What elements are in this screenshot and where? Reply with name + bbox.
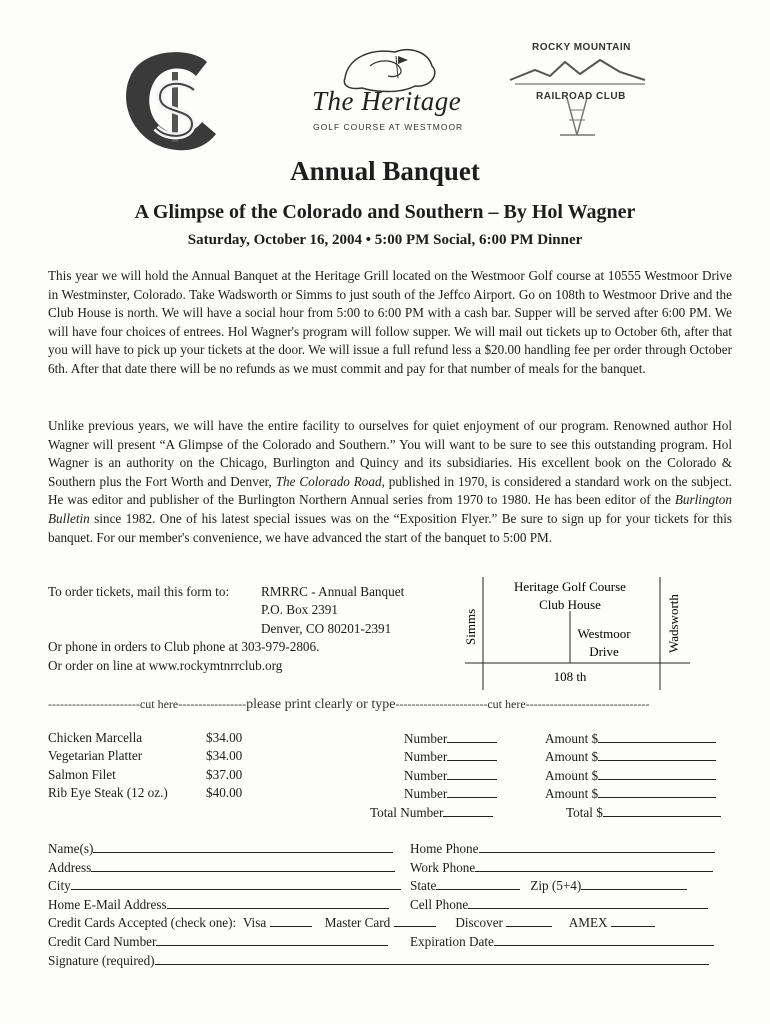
- expiration-date-field[interactable]: [494, 932, 714, 946]
- discover-checkbox[interactable]: [506, 913, 552, 927]
- email-field[interactable]: [167, 895, 389, 909]
- home-phone-field[interactable]: [479, 839, 715, 853]
- credit-cards-label: Credit Cards Accepted (check one):: [48, 915, 237, 931]
- visa-checkbox[interactable]: [270, 913, 312, 927]
- total-amount-label: Total $: [566, 804, 603, 820]
- number-label: Number: [404, 731, 448, 746]
- names-field[interactable]: [93, 839, 393, 853]
- page-subtitle: A Glimpse of the Colorado and Southern – By Hol Wagner: [134, 201, 636, 223]
- map-club-line-1: Heritage Golf Course: [514, 579, 626, 594]
- menu-row: [48, 766, 748, 784]
- number-label: Number: [404, 767, 448, 783]
- signature-field[interactable]: [155, 951, 709, 965]
- number-label: Number: [404, 786, 448, 802]
- address-label: Address: [48, 859, 92, 875]
- work-phone-label: Work Phone: [410, 859, 476, 875]
- amount-field[interactable]: [598, 766, 716, 780]
- state-field[interactable]: [436, 876, 520, 890]
- work-phone-field[interactable]: [475, 858, 713, 872]
- menu-item-name: Vegetarian Platter: [48, 748, 143, 764]
- address-line-2: P.O. Box 2391: [261, 602, 338, 618]
- intro-paragraph: This year we will hold the Annual Banquet at the Heritage Grill located on the Westmoor Golf course at 10555 Westmoor Drive in Westminster, Colorado. Take Wadsworth or Simms to just south of the Jeffco Airport. Go on 108th to Westmoor Drive and the Club House is north. We will have a social hour from 5:00 to 6:00 PM with a cash bar. Supper will be served after 6:00 PM. We will have four choices of entrees. Hol Wagner's program will follow supper. We will mail out tickets up to October 6th, after that you will have to pick up your tickets at the door. We will issue a full refund less a $20.00 handling fee per order through October 6th. After that date there will be no refunds as we must commit and pay for that number of meals for the banquet.: [48, 268, 732, 376]
- cell-phone-label: Cell Phone: [410, 896, 469, 912]
- print-instruction: please print clearly or type: [246, 697, 396, 712]
- credit-card-number-label: Credit Card Number: [48, 933, 157, 949]
- cs-emblem-icon: [112, 42, 232, 162]
- menu-row: [48, 784, 748, 802]
- amount-label: Amount $: [545, 749, 599, 765]
- state-label: State: [410, 878, 437, 894]
- credit-card-number-field[interactable]: [156, 932, 388, 946]
- mastercard-checkbox[interactable]: [394, 913, 436, 927]
- visa-label: Visa: [242, 915, 267, 931]
- address-line-3: Denver, CO 80201-2391: [261, 620, 392, 636]
- amex-checkbox[interactable]: [611, 913, 655, 927]
- amount-label: Amount $: [545, 786, 599, 802]
- railroad-logo-bottom-text: RAILROAD CLUB: [536, 91, 626, 102]
- menu-row: [48, 729, 748, 747]
- amount-label: Amount $: [545, 767, 599, 783]
- contact-form: [48, 839, 738, 969]
- order-instructions: [48, 583, 405, 675]
- number-field[interactable]: [447, 747, 497, 761]
- bulletin-title: Burlington Bulletin: [48, 492, 732, 526]
- heritage-logo-subtitle: GOLF COURSE AT WESTMOOR: [313, 122, 464, 132]
- city-field[interactable]: [71, 876, 401, 890]
- program-paragraph: Unlike previous years, we will have the entire facility to ourselves for quiet enjoyment of our program. Renowned author Hol Wagner will present “A Glimpse of the Colorado and Southern.” You will want to be sure to see this outstanding program. Hol Wagner is an authority on the Chicago, Burlington and Quincy and its subsidiaries. His excellent book on the Colorado & Southern plus the Fort Worth and Denver, The Colorado Road, published in 1970, is considered a standard work on the subject. He was editor and publisher of the Burlington Northern Annual series from 1970 to 1980. He has been editor of the Burlington Bulletin since 1982. One of his latest special issues was on the “Exposition Flyer.” Be sure to sign up for your tickets for this banquet. For our member's convenience, we have advanced the start of the banquet to 5:00 PM.: [48, 418, 732, 545]
- totals-row: [48, 803, 748, 821]
- amount-field[interactable]: [598, 784, 716, 798]
- signature-label: Signature (required): [48, 952, 155, 968]
- expiration-date-label: Expiration Date: [410, 933, 494, 949]
- book-title: The Colorado Road: [275, 473, 382, 489]
- event-dateline: Saturday, October 16, 2004 • 5:00 PM Social, 6:00 PM Dinner: [187, 232, 583, 248]
- amount-field[interactable]: [598, 747, 716, 761]
- map-simms-label: Simms: [463, 608, 478, 645]
- menu-order-table: [48, 729, 748, 821]
- menu-item-price: $34.00: [206, 730, 243, 745]
- zip-field[interactable]: [581, 876, 687, 890]
- map-wadsworth-label: Wadsworth: [666, 594, 681, 653]
- total-amount-field[interactable]: [603, 803, 721, 817]
- cell-phone-field[interactable]: [468, 895, 708, 909]
- city-label: City: [48, 878, 71, 894]
- amount-field[interactable]: [598, 729, 716, 743]
- menu-item-price: $37.00: [206, 766, 243, 782]
- online-order-line: Or order on line at www.rockymtnrrclub.org: [48, 657, 283, 673]
- menu-item-price: $34.00: [206, 748, 243, 764]
- amex-label: AMEX: [568, 915, 608, 931]
- names-label: Name(s): [48, 841, 94, 856]
- menu-item-name: Salmon Filet: [48, 766, 116, 782]
- map-westmoor-line-2: Drive: [589, 644, 619, 659]
- phone-order-line: Or phone in orders to Club phone at 303-979-2806.: [48, 639, 320, 655]
- cut-line: -----------------------cut here-----------------please print clearly or type-----------------------cut here-------------------------------: [48, 697, 650, 712]
- amount-label: Amount $: [545, 731, 599, 746]
- menu-item-name: Rib Eye Steak (12 oz.): [48, 785, 168, 801]
- number-field[interactable]: [447, 729, 497, 743]
- map-108th-label: 108 th: [553, 669, 587, 684]
- menu-row: [48, 747, 748, 765]
- map-club-line-2: Club House: [539, 597, 601, 612]
- total-number-label: Total Number: [370, 804, 444, 820]
- home-phone-label: Home Phone: [410, 841, 479, 856]
- menu-item-name: Chicken Marcella: [48, 730, 143, 745]
- number-label: Number: [404, 749, 448, 765]
- address-field[interactable]: [91, 858, 395, 872]
- heritage-logo-title: The Heritage: [312, 86, 462, 116]
- railroad-club-emblem-icon: [505, 40, 650, 140]
- location-map: [445, 575, 695, 695]
- menu-item-price: $40.00: [206, 785, 243, 801]
- mastercard-label: Master Card: [324, 915, 391, 931]
- total-number-field[interactable]: [443, 803, 493, 817]
- mail-label: To order tickets, mail this form to:: [48, 584, 230, 599]
- zip-label: Zip (5+4): [530, 878, 582, 894]
- address-line-1: RMRRC - Annual Banquet: [261, 584, 405, 599]
- number-field[interactable]: [447, 784, 497, 798]
- map-westmoor-line-1: Westmoor: [577, 626, 631, 641]
- page-title: Annual Banquet: [290, 156, 480, 186]
- number-field[interactable]: [447, 766, 497, 780]
- email-label: Home E-Mail Address: [48, 896, 167, 912]
- railroad-logo-top-text: ROCKY MOUNTAIN: [532, 42, 631, 53]
- discover-label: Discover: [455, 915, 503, 931]
